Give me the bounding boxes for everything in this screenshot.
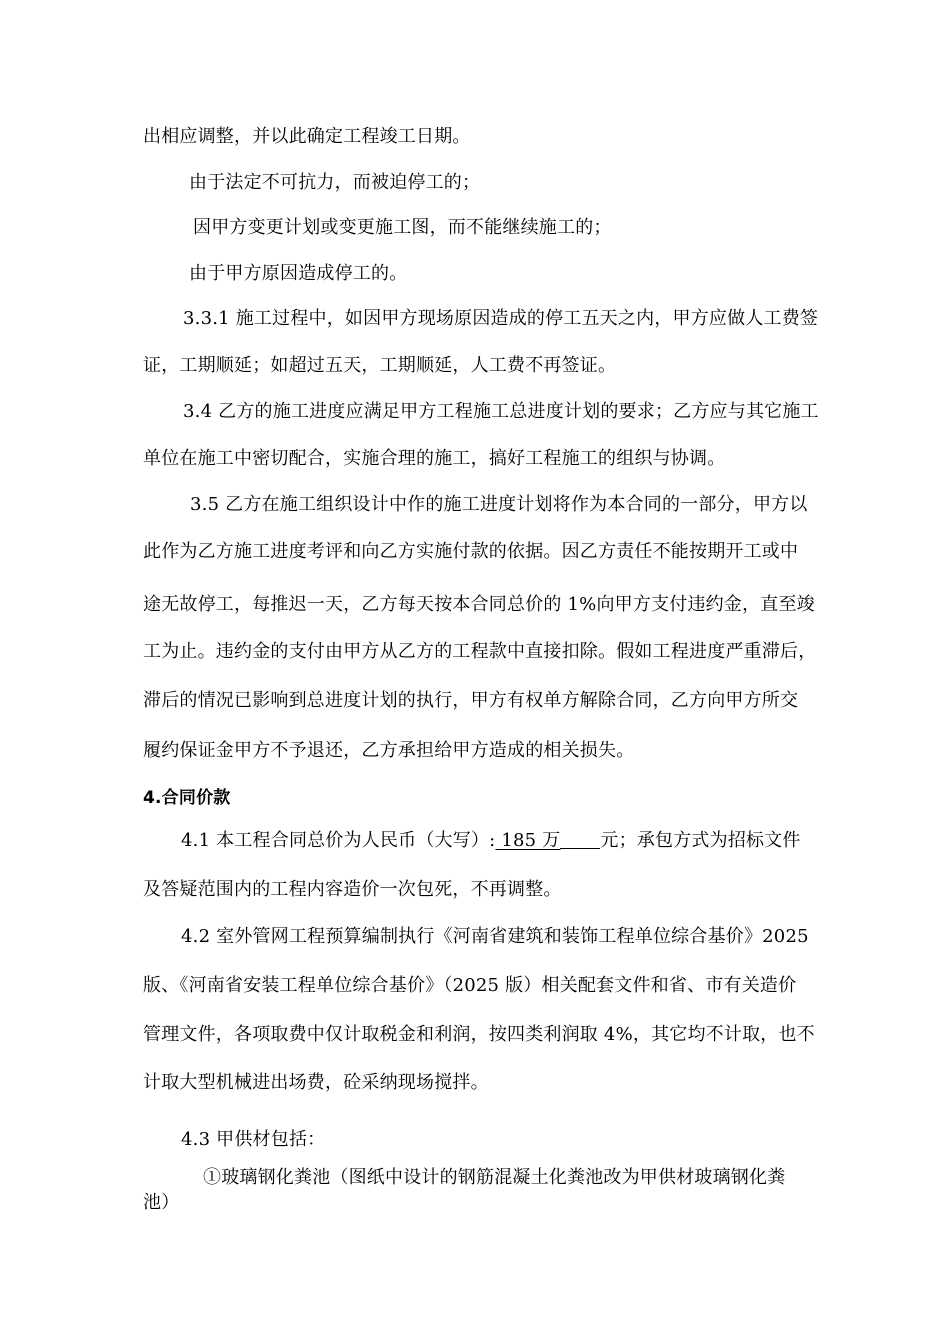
list-item: 由于法定不可抗力，而被迫停工的； xyxy=(189,172,481,193)
amount-underline xyxy=(560,830,600,849)
clause-3-3-1: 3.3.1 施工过程中，如因甲方现场原因造成的停工五天之内，甲方应做人工费签 xyxy=(183,308,819,329)
paragraph-line: 此作为乙方施工进度考评和向乙方实施付款的依据。因乙方责任不能按期开工或中 xyxy=(143,541,799,562)
paragraph-line: 版、《河南省安装工程单位综合基价》（2025 版）相关配套文件和省、市有关造价 xyxy=(143,975,797,996)
paragraph-line: 履约保证金甲方不予退还，乙方承担给甲方造成的相关损失。 xyxy=(143,740,635,761)
clause-4-1-text-cont: 元；承包方式为招标文件 xyxy=(600,830,801,851)
paragraph-line: 工为止。违约金的支付由甲方从乙方的工程款中直接扣除。假如工程进度严重滞后， xyxy=(143,641,817,662)
paragraph-line: 计取大型机械进出场费，砼采纳现场搅拌。 xyxy=(143,1072,489,1093)
section-heading: 4.合同价款 xyxy=(143,788,231,808)
paragraph-line: 单位在施工中密切配合，实施合理的施工，搞好工程施工的组织与协调。 xyxy=(143,448,726,469)
contract-amount: 185 万 xyxy=(495,830,561,851)
clause-4-2: 4.2 室外管网工程预算编制执行《河南省建筑和装饰工程单位综合基价》2025 xyxy=(181,926,809,947)
list-item: ①玻璃钢化粪池（图纸中设计的钢筋混凝土化粪池改为甲供材玻璃钢化粪 xyxy=(203,1167,786,1188)
list-item: 因甲方变更计划或变更施工图，而不能继续施工的； xyxy=(193,217,612,238)
paragraph-line: 管理文件，各项取费中仅计取税金和利润，按四类利润取 4%，其它均不计取，也不 xyxy=(143,1024,815,1045)
paragraph-line: 滞后的情况已影响到总进度计划的执行，甲方有权单方解除合同，乙方向甲方所交 xyxy=(143,690,799,711)
paragraph-line: 及答疑范围内的工程内容造价一次包死，不再调整。 xyxy=(143,879,562,900)
paragraph-line: 出相应调整，并以此确定工程竣工日期。 xyxy=(143,126,471,147)
clause-3-5: 3.5 乙方在施工组织设计中作的施工进度计划将作为本合同的一部分，甲方以 xyxy=(190,494,808,515)
paragraph-line: 池） xyxy=(143,1192,180,1213)
paragraph-line: 证，工期顺延；如超过五天，工期顺延，人工费不再签证。 xyxy=(143,355,617,376)
paragraph-line: 途无故停工，每推迟一天，乙方每天按本合同总价的 1%向甲方支付违约金，直至竣 xyxy=(143,594,815,615)
clause-4-1-text: 4.1 本工程合同总价为人民币（大写）: xyxy=(181,830,496,851)
clause-4-3: 4.3 甲供材包括： xyxy=(181,1129,326,1150)
clause-4-1 xyxy=(181,830,801,852)
clause-3-4: 3.4 乙方的施工进度应满足甲方工程施工总进度计划的要求；乙方应与其它施工 xyxy=(183,401,819,422)
list-item: 由于甲方原因造成停工的。 xyxy=(189,263,408,284)
